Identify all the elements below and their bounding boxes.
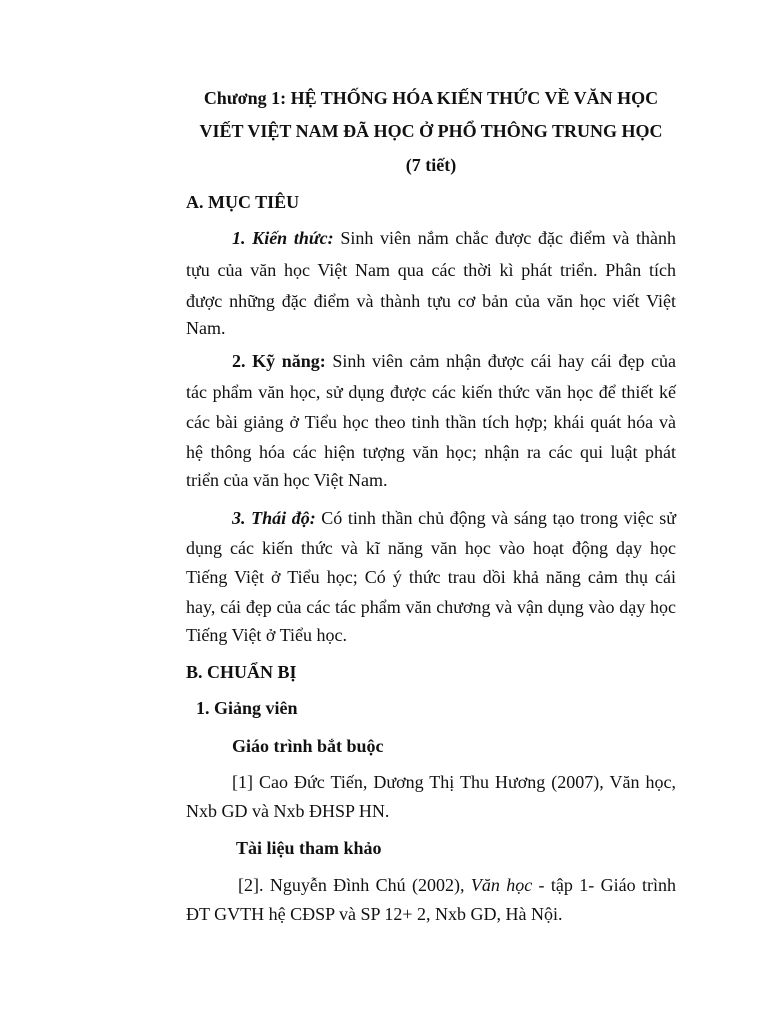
kien-thuc-line-2: tựu của văn học Việt Nam qua các thời kì phát triển. Phân tích [186,260,676,280]
thai-do-line-1: 3. Thái độ: Có tinh thần chủ động và sáng tạo trong việc sử [232,508,676,528]
chapter-title-hours: (7 tiết) [405,155,457,175]
thai-do-label: 3. Thái độ: [232,508,316,528]
kien-thuc-line-4: Nam. [186,318,226,338]
ky-nang-line-3: các bài giảng ở Tiểu học theo tinh thần tích hợp; khái quát hóa và [186,412,676,432]
tai-lieu-heading: Tài liệu tham khảo [236,838,382,858]
thai-do-line-5: Tiếng Việt ở Tiểu học. [186,625,347,645]
giang-vien-heading: 1. Giảng viên [196,698,298,718]
kien-thuc-line-1: 1. Kiến thức: Sinh viên nắm chắc được đặc điểm và thành [232,228,676,248]
reference-2-line-2: ĐT GVTH hệ CĐSP và SP 12+ 2, Nxb GD, Hà Nội. [186,904,563,924]
giao-trinh-heading: Giáo trình bắt buộc [232,736,384,756]
ky-nang-line-2: tác phẩm văn học, sử dụng được các kiến thức văn học để thiết kế [186,382,676,402]
book-title: Văn học [470,875,533,895]
thai-do-line-3: Tiếng Việt ở Tiểu học; Có ý thức trau dồi khả năng cảm thụ cái [186,567,676,587]
section-b-heading: B. CHUẨN BỊ [186,662,297,682]
ky-nang-line-4: hệ thông hóa các hiện tượng văn học; nhận ra các qui luật phát [186,442,676,462]
kien-thuc-line-3: được những đặc điểm và thành tựu cơ bản của văn học viết Việt [186,291,676,311]
thai-do-line-2: dụng các kiến thức và kĩ năng văn học vào hoạt động dạy học [186,538,676,558]
reference-1-line-1: [1] Cao Đức Tiến, Dương Thị Thu Hương (2007), Văn học, [232,772,676,792]
chapter-title-line-2: VIẾT VIỆT NAM ĐÃ HỌC Ở PHỔ THÔNG TRUNG HỌC [199,121,663,141]
kien-thuc-label: 1. Kiến thức: [232,228,334,248]
thai-do-line-4: hay, cái đẹp của các tác phẩm văn chương và vận dụng vào dạy học [186,597,676,617]
section-a-heading: A. MỤC TIÊU [186,192,300,212]
ky-nang-label: 2. Kỹ năng: [232,351,326,371]
ky-nang-line-1: 2. Kỹ năng: Sinh viên cảm nhận được cái hay cái đẹp của [232,351,676,371]
ky-nang-line-5: triển của văn học Việt Nam. [186,470,388,490]
chapter-title-line-1: Chương 1: HỆ THỐNG HÓA KIẾN THỨC VỀ VĂN HỌC [203,88,659,108]
reference-2-line-1: [2]. Nguyễn Đình Chú (2002), Văn học - tập 1- Giáo trình [238,875,676,895]
reference-1-line-2: Nxb GD và Nxb ĐHSP HN. [186,801,390,821]
